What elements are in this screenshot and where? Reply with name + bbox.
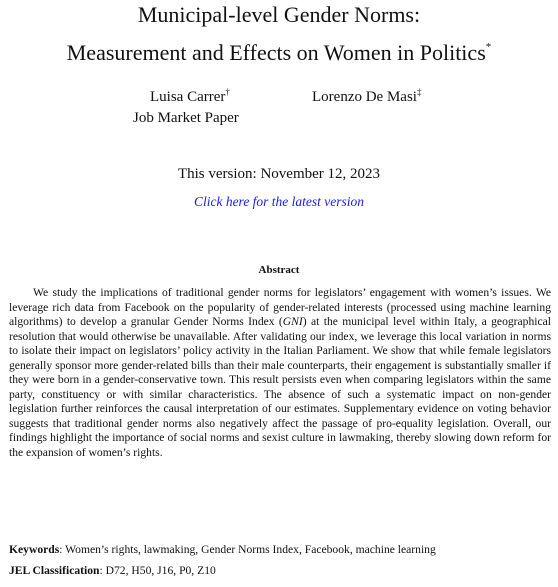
jel-label: JEL Classification	[9, 564, 100, 577]
author-1-mark: †	[225, 87, 230, 97]
keywords-line	[9, 543, 554, 556]
abstract-heading: Abstract	[258, 264, 300, 276]
jel-text: : D72, H50, J16, P0, Z10	[99, 564, 216, 577]
paper-title-line-2-text: Measurement and Effects on Women in Politics	[66, 40, 486, 65]
title-footnote-mark: *	[485, 41, 492, 53]
author-2-name: Lorenzo De Masi	[312, 89, 417, 105]
author-2	[312, 87, 421, 106]
author-1	[150, 87, 230, 106]
author-2-mark: ‡	[416, 87, 422, 97]
abstract-text-part-1: We study the implications of traditional gender norms for legislators’ engagement with women’s issues. We leverage rich data from Facebook on the popularity of gender-related interests (processed using machine learning algorithms) to develop a granular Gender Norms Index (	[9, 286, 551, 328]
version-date: This version: November 12, 2023	[177, 166, 381, 182]
latest-version-link[interactable]: Click here for the latest version	[193, 194, 365, 209]
abstract-body	[9, 286, 551, 460]
abstract-gni-term: GNI	[282, 315, 303, 328]
abstract-text-part-2: ) at the municipal level within Italy, a geographical resolution that would otherwise be unavailable. After validating our index, we leverage this local variation in norms to isolate their impact on legislators’ policy activity in the Italian Parliament. We show that while female legislators generally sponsor more gender-related bills than their male counterparts, their engagement is substantially smaller if they were born in a gender-conservative town. This result persists even when comparing legislators within the same party, constituency or with similar characteristics. The absence of such a systematic impact on non-gender legislation further reinforces the causal interpretation of our estimates. Supplementary evidence on voting behavior suggests that traditional gender norms also negatively affect the passage of pro-equality legislation. Overall, our findings highlight the importance of social norms and sexist culture in lawmaking, thereby slowing down reform for the expansion of women’s rights.	[9, 315, 551, 459]
paper-title-line-1: Municipal-level Gender Norms:	[137, 2, 421, 27]
author-1-name: Luisa Carrer	[150, 89, 226, 105]
jel-line	[9, 564, 554, 577]
keywords-label: Keywords	[9, 543, 60, 556]
paper-subtitle: Job Market Paper	[133, 110, 239, 126]
keywords-text: : Women’s rights, lawmaking, Gender Norms Index, Facebook, machine learning	[59, 543, 436, 556]
paper-title-line-2	[0, 40, 558, 66]
